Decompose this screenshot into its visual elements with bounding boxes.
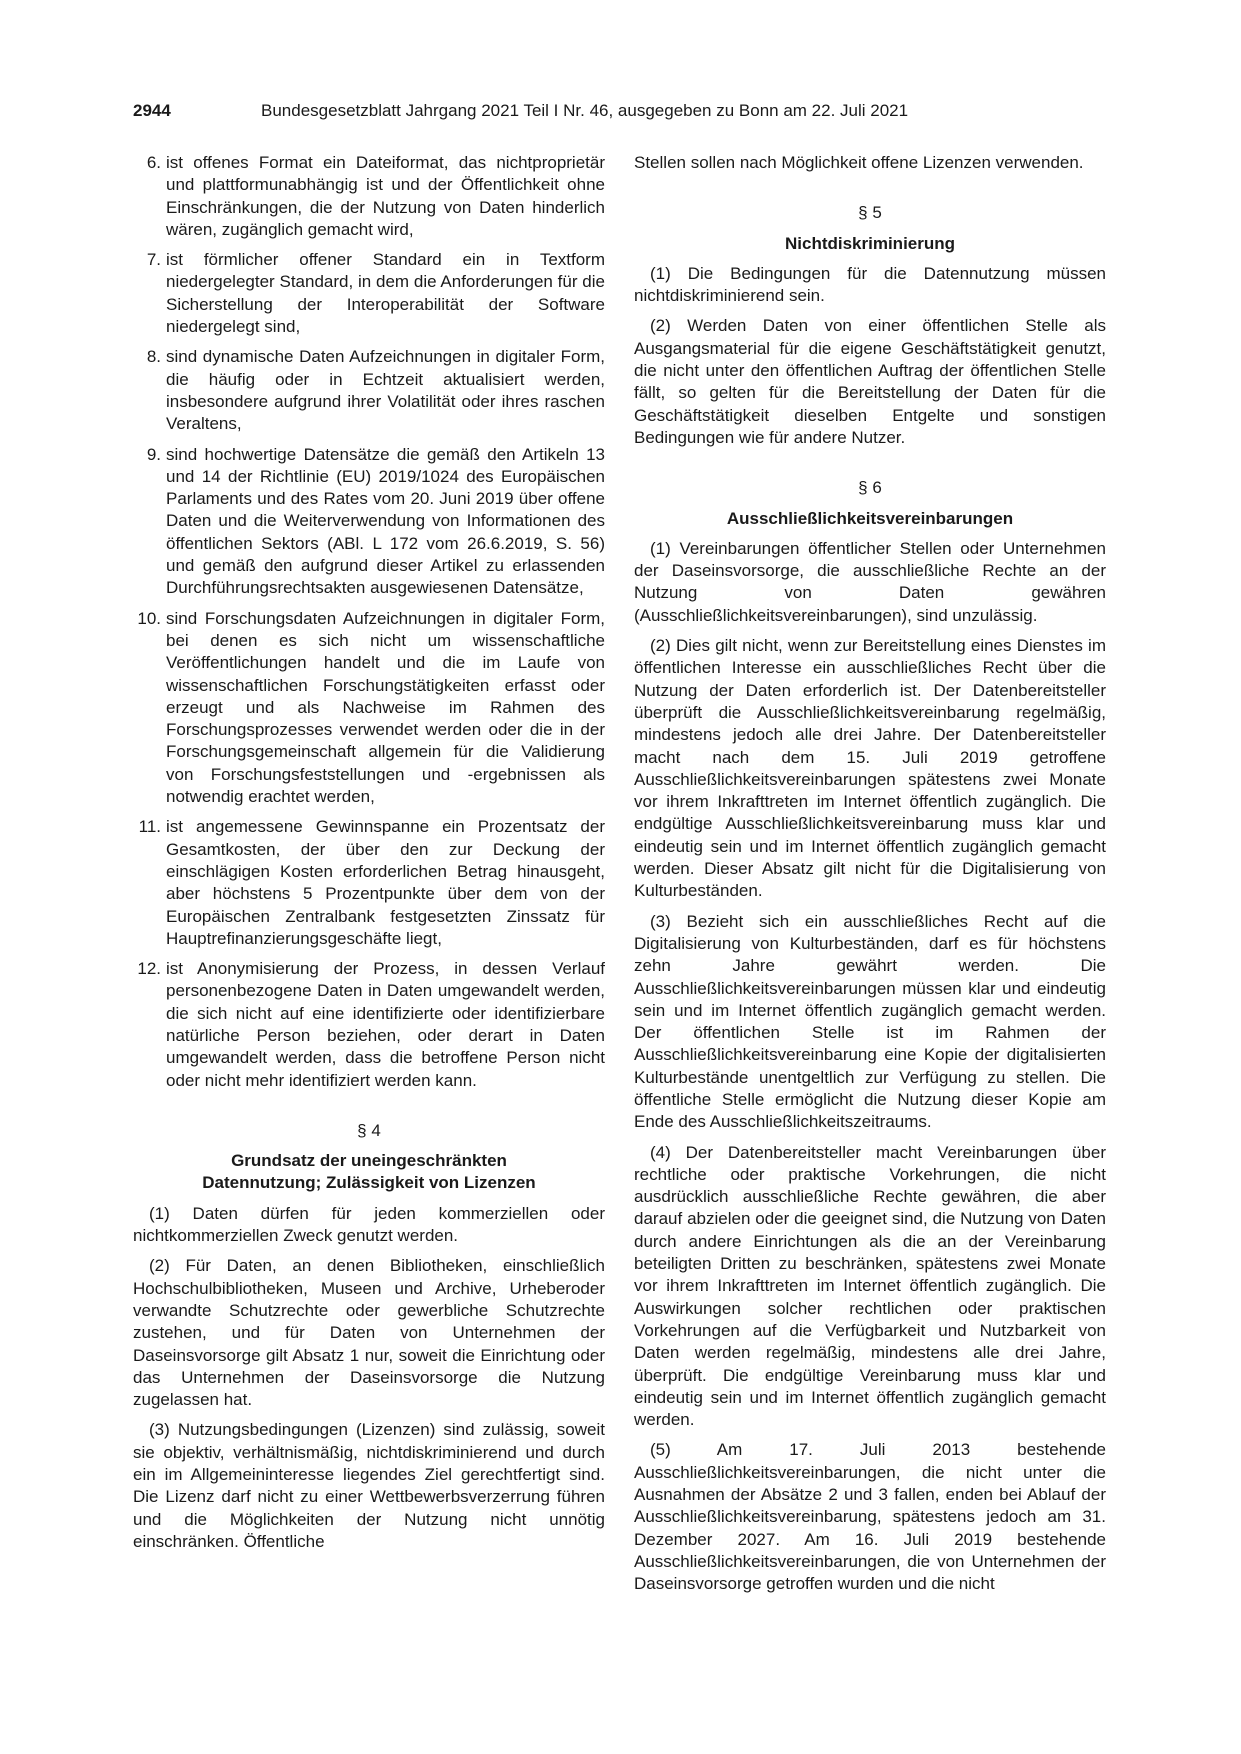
list-item-number: 9. <box>146 444 161 464</box>
paragraph: (1) Daten dürfen für jeden kommerziellen oder nichtkommerziellen Zweck genutzt werden. <box>133 1203 605 1246</box>
list-item <box>133 608 605 809</box>
paragraph: (2) Dies gilt nicht, wenn zur Bereitstellung eines Dienstes im öffentlichen Interesse ein ausschließliches Recht über die Nutzung der Daten erforderlich ist. Der Datenbereitsteller überprüft die Ausschließlichkeitsvereinbarung regelmäßig, mindestens jedoch alle drei Jahre. Der Datenbereitsteller macht nach dem 15. Juli 2019 getroffene Ausschließlichkeitsvereinbarungen spätestens zwei Monate vor ihrem Inkrafttreten im Internet öffentlich zugänglich. Die endgültige Ausschließlichkeitsvereinbarung muss klar und eindeutig sein und im Internet öffentlich zugänglich gemacht werden. Dieser Absatz gilt nicht für die Digitalisierung von Kulturbeständen. <box>634 636 1106 901</box>
section-number: § 4 <box>357 1120 381 1140</box>
section-title-line: Grundsatz der uneingeschränkten <box>231 1151 507 1171</box>
list-item-number: 7. <box>146 250 161 270</box>
list-item-text: ist angemessene Gewinnspanne ein Prozentsatz der Gesamtkosten, der über den zur Deckung der einschlägigen Kosten erforderlichen Betrag hinausgeht, aber höchstens 5 Prozentpunkte über dem von der Europäischen Zentralbank festgesetzten Zinssatz für Hauptrefinanzierungsgeschäfte liegt, <box>166 817 605 948</box>
list-item-number: 8. <box>146 347 161 367</box>
right-column <box>634 152 1106 1604</box>
list-item <box>133 346 605 435</box>
paragraph: (2) Für Daten, an denen Bibliotheken, einschließlich Hochschulbibliotheken, Museen und Archive, Urheberoder verwandte Schutzrechte oder gewerbliche Schutzrechte zustehen, und für Daten von Unternehmen der Daseinsvorsorge gilt Absatz 1 nur, soweit die Einrichtung oder das Unternehmen der Daseinsvorsorge die Nutzung zugelassen hat. <box>133 1256 605 1410</box>
paragraph: (1) Die Bedingungen für die Datennutzung müssen nichtdiskriminierend sein. <box>634 263 1106 306</box>
list-item-text: ist förmlicher offener Standard ein in Textform niedergelegter Standard, in dem die Anforderungen für die Sicherstellung der Interoperabilität der Software niedergelegt sind, <box>166 250 605 337</box>
list-item-number: 10. <box>137 608 161 628</box>
section-title-line: Datennutzung; Zulässigkeit von Lizenzen <box>202 1173 536 1193</box>
list-item <box>133 444 605 600</box>
list-item <box>133 958 605 1092</box>
paragraph: (3) Nutzungsbedingungen (Lizenzen) sind zulässig, soweit sie objektiv, verhältnismäßig, nichtdiskriminierend und durch ein im Allgemeininteresse liegendes Ziel gerechtfertigt sind. Die Lizenz darf nicht zu einer Wettbewerbsverzerrung führen und die Möglichkeiten der Nutzung nicht unnötig einschränken. Öffentliche <box>133 1420 605 1551</box>
section-number: § 6 <box>858 478 882 498</box>
list-item <box>133 816 605 950</box>
list-item-text: ist offenes Format ein Dateiformat, das nichtproprietär und plattformunabhängig ist und der Öffentlichkeit ohne Einschränkungen, die der Nutzung von Daten hinderlich wären, zugänglich gemacht wird, <box>166 153 605 239</box>
page-number: 2944 <box>133 101 171 120</box>
section-title: Nichtdiskriminierung <box>784 233 956 253</box>
section-title: Ausschließlichkeitsvereinbarungen <box>726 508 1014 528</box>
list-item-text: sind hochwertige Datensätze die gemäß den Artikeln 13 und 14 der Richtlinie (EU) 2019/1024 des Europäischen Parlaments und des Rates vom 20. Juni 2019 über offene Daten und die Weiterverwendung von Informationen des öffentlichen Sektors (ABl. L 172 vom 26.6.2019, S. 56) und gemäß den aufgrund dieser Artikel zu erlassenden Durchführungsrechtsakten ausgewiesenen Datensätze, <box>166 444 605 598</box>
paragraph: (4) Der Datenbereitsteller macht Vereinbarungen über rechtliche oder praktische Vorkehrungen, die nicht ausdrücklich ausschließliche Rechte gewähren, die aber darauf abzielen oder die geeignet sind, die Nutzung von Daten durch andere Einrichtungen als die an der Vereinbarung beteiligten Dritten zu beschränken, spätestens zwei Monate vor ihrem Inkrafttreten im Internet öffentlich zugänglich. Die Auswirkungen solcher rechtlichen oder praktischen Vorkehrungen auf die Verfügbarkeit und Nutzbarkeit von Daten werden regelmäßig, mindestens alle drei Jahre, überprüft. Die endgültige Vereinbarung muss klar und eindeutig sein und im Internet öffentlich zugänglich gemacht werden. <box>634 1142 1106 1430</box>
paragraph: (5) Am 17. Juli 2013 bestehende Ausschließlichkeitsvereinbarungen, die nicht unter die Ausnahmen der Absätze 2 und 3 fallen, enden bei Ablauf der Ausschließlichkeitsvereinbarung, spätestens jedoch am 31. Dezember 2027. Am 16. Juli 2019 bestehende Ausschließlichkeitsvereinbarungen, die von Unternehmen der Daseinsvorsorge getroffen wurden und die nicht <box>634 1440 1106 1594</box>
paragraph: (3) Bezieht sich ein ausschließliches Recht auf die Digitalisierung von Kulturbeständen, darf es für höchstens zehn Jahre gewährt werden. Die Ausschließlichkeitsvereinbarungen müssen klar und eindeutig sein und im Internet öffentlich zugänglich gemacht werden. Der öffentlichen Stelle ist im Rahmen der Ausschließlichkeitsvereinbarung eine Kopie der digitalisierten Kulturbestände unentgeltlich zur Verfügung zu stellen. Die öffentliche Stelle ermöglicht die Nutzung dieser Kopie am Ende des Ausschließlichkeitszeitraums. <box>634 911 1106 1132</box>
running-head: Bundesgesetzblatt Jahrgang 2021 Teil I Nr. 46, ausgegeben zu Bonn am 22. Juli 2021 <box>261 101 909 120</box>
list-item-text: sind dynamische Daten Aufzeichnungen in digitaler Form, die häufig oder in Echtzeit aktualisiert werden, insbesondere aufgrund ihrer Volatilität oder ihres raschen Veraltens, <box>166 347 605 434</box>
paragraph: (2) Werden Daten von einer öffentlichen Stelle als Ausgangsmaterial für die eigene Geschäftstätigkeit genutzt, die nicht unter den öffentlichen Auftrag der öffentlichen Stelle fällt, so gelten für die Bereitstellung der Daten für die Geschäftstätigkeit dieselben Entgelte und sonstigen Bedingungen wie für andere Nutzer. <box>634 316 1106 447</box>
list-item <box>133 152 605 241</box>
list-item-number: 11. <box>138 817 161 837</box>
left-column <box>133 152 605 1561</box>
list-item <box>133 249 605 338</box>
list-item-number: 6. <box>146 153 161 172</box>
section-title <box>133 1150 605 1195</box>
list-item-text: sind Forschungsdaten Aufzeichnungen in digitaler Form, bei denen es sich nicht um wissenschaftliche Veröffentlichungen handelt und die im Laufe von wissenschaftlichen Forschungstätigkeiten erfasst oder erzeugt und als Nachweise im Rahmen des Forschungsprozesses verwendet werden oder die in der Forschungsgemeinschaft allgemein für die Validierung von Forschungsfeststellungen und -ergebnissen als notwendig erachtet werden, <box>166 608 605 807</box>
section-number: § 5 <box>858 203 882 223</box>
paragraph: (1) Vereinbarungen öffentlicher Stellen oder Unternehmen der Daseinsvorsorge, die ausschließliche Rechte an der Nutzung von Daten gewähren (Ausschließlichkeitsvereinbarungen), sind unzulässig. <box>634 538 1106 625</box>
list-item-number: 12. <box>137 959 161 979</box>
paragraph-continuation: Stellen sollen nach Möglichkeit offene Lizenzen verwenden. <box>634 153 1084 172</box>
list-item-text: ist Anonymisierung der Prozess, in dessen Verlauf personenbezogene Daten in Daten umgewandelt werden, die sich nicht auf eine identifizierte oder identifizierbare natürliche Person beziehen, oder derart in Daten umgewandelt werden, dass die betroffene Person nicht oder nicht mehr identifiziert werden kann. <box>166 959 605 1090</box>
